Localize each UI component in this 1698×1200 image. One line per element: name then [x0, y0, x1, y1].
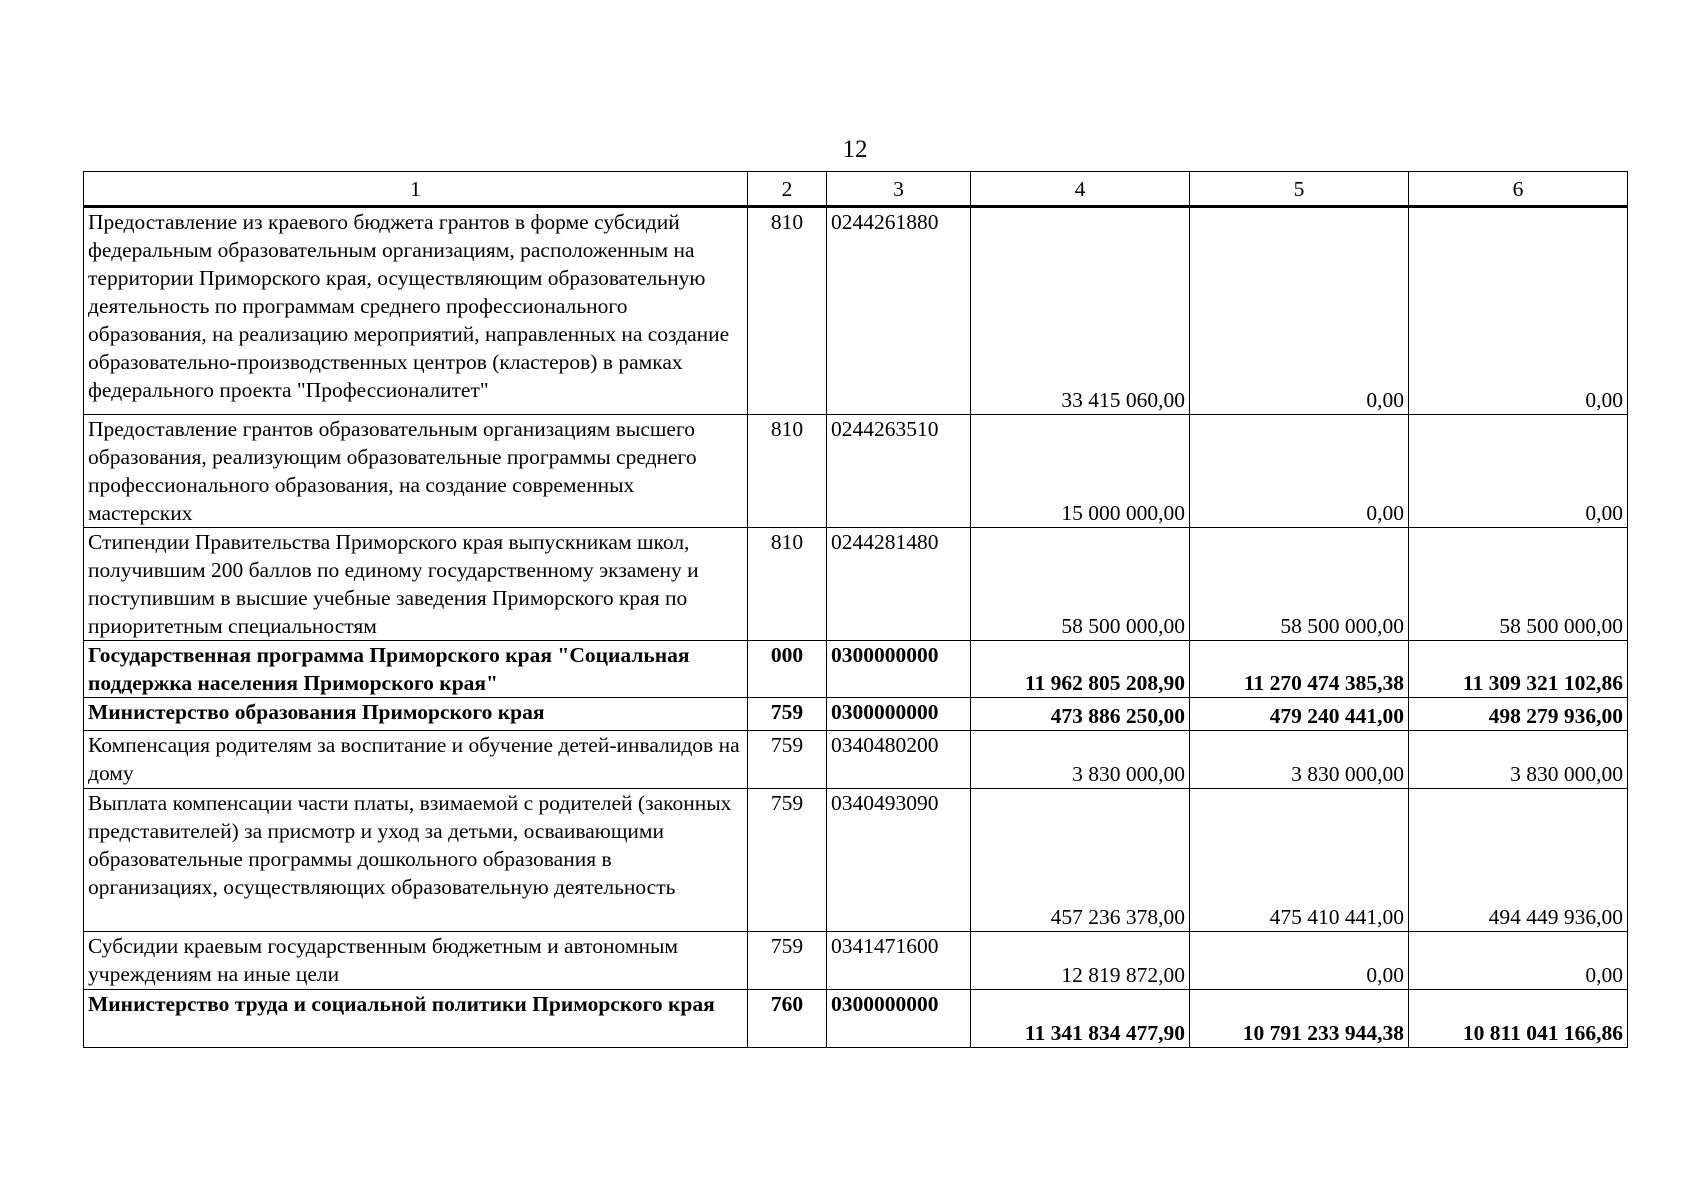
- row-kcsr: 0341471600: [827, 932, 971, 990]
- row-name: Компенсация родителям за воспитание и обучение детей-инвалидов на дому: [84, 731, 748, 789]
- table-row: [84, 528, 1628, 641]
- table-row: [84, 641, 1628, 698]
- row-value-6: 494 449 936,00: [1409, 789, 1628, 932]
- row-code: 810: [748, 528, 827, 641]
- row-value-5: 479 240 441,00: [1190, 698, 1409, 731]
- column-header-4: 4: [971, 172, 1190, 207]
- row-kcsr: 0244261880: [827, 207, 971, 415]
- row-value-5: 0,00: [1190, 207, 1409, 415]
- table-row: [84, 731, 1628, 789]
- page-number: 12: [842, 136, 868, 163]
- row-value-6: 0,00: [1409, 415, 1628, 528]
- row-code: 759: [748, 932, 827, 990]
- row-value-6: 58 500 000,00: [1409, 528, 1628, 641]
- row-code: 810: [748, 415, 827, 528]
- row-kcsr: 0300000000: [827, 641, 971, 698]
- budget-table: [83, 171, 1628, 1048]
- row-kcsr: 0340493090: [827, 789, 971, 932]
- row-value-5: 0,00: [1190, 932, 1409, 990]
- row-name: Стипендии Правительства Приморского края выпускникам школ, получившим 200 баллов по единому государственному экзамену и поступившим в высшие учебные заведения Приморского края по приоритетным специальностям: [84, 528, 748, 641]
- row-name: Субсидии краевым государственным бюджетным и автономным учреждениям на иные цели: [84, 932, 748, 990]
- row-value-6: 10 811 041 166,86: [1409, 990, 1628, 1048]
- row-value-4: 12 819 872,00: [971, 932, 1190, 990]
- row-kcsr: 0244281480: [827, 528, 971, 641]
- column-header-1: 1: [84, 172, 748, 207]
- column-header-3: 3: [827, 172, 971, 207]
- row-value-4: 11 341 834 477,90: [971, 990, 1190, 1048]
- row-value-4: 473 886 250,00: [971, 698, 1190, 731]
- row-value-6: 11 309 321 102,86: [1409, 641, 1628, 698]
- row-value-4: 58 500 000,00: [971, 528, 1190, 641]
- row-value-4: 3 830 000,00: [971, 731, 1190, 789]
- row-name: Министерство образования Приморского края: [84, 698, 748, 731]
- table-row: [84, 932, 1628, 990]
- column-header-2: 2: [748, 172, 827, 207]
- row-value-4: 33 415 060,00: [971, 207, 1190, 415]
- row-value-5: 58 500 000,00: [1190, 528, 1409, 641]
- table-row: [84, 698, 1628, 731]
- row-value-4: 457 236 378,00: [971, 789, 1190, 932]
- row-value-4: 11 962 805 208,90: [971, 641, 1190, 698]
- column-header-5: 5: [1190, 172, 1409, 207]
- row-kcsr: 0300000000: [827, 698, 971, 731]
- table-row: [84, 990, 1628, 1048]
- row-value-6: 498 279 936,00: [1409, 698, 1628, 731]
- row-code: 760: [748, 990, 827, 1048]
- row-kcsr: 0340480200: [827, 731, 971, 789]
- column-header-6: 6: [1409, 172, 1628, 207]
- table-body: [84, 207, 1628, 1048]
- row-value-5: 0,00: [1190, 415, 1409, 528]
- row-value-5: 10 791 233 944,38: [1190, 990, 1409, 1048]
- row-value-6: 0,00: [1409, 207, 1628, 415]
- row-value-5: 475 410 441,00: [1190, 789, 1409, 932]
- row-kcsr: 0244263510: [827, 415, 971, 528]
- row-name: Предоставление грантов образовательным организациям высшего образования, реализующим образовательные программы среднего профессионального образования, на создание современных мастерских: [84, 415, 748, 528]
- row-code: 759: [748, 731, 827, 789]
- row-value-4: 15 000 000,00: [971, 415, 1190, 528]
- table-row: [84, 789, 1628, 932]
- row-name: Выплата компенсации части платы, взимаемой с родителей (законных представителей) за присмотр и уход за детьми, осваивающими образовательные программы дошкольного образования в организациях, осуществляющих образовательную деятельность: [84, 789, 748, 932]
- row-code: 810: [748, 207, 827, 415]
- row-code: 000: [748, 641, 827, 698]
- table-row: [84, 207, 1628, 415]
- row-value-5: 11 270 474 385,38: [1190, 641, 1409, 698]
- row-value-6: 0,00: [1409, 932, 1628, 990]
- table-row: [84, 415, 1628, 528]
- row-code: 759: [748, 698, 827, 731]
- table-header: [84, 172, 1628, 207]
- row-name: Предоставление из краевого бюджета грантов в форме субсидий федеральным образовательным организациям, расположенным на территории Приморского края, осуществляющим образовательную деятельность по программам среднего профессионального образования, на реализацию мероприятий, направленных на создание образовательно-производственных центров (кластеров) в рамках федерального проекта "Профессионалитет": [84, 207, 748, 415]
- header-row: [84, 172, 1628, 207]
- row-value-6: 3 830 000,00: [1409, 731, 1628, 789]
- row-value-5: 3 830 000,00: [1190, 731, 1409, 789]
- row-name: Министерство труда и социальной политики Приморского края: [84, 990, 748, 1048]
- row-kcsr: 0300000000: [827, 990, 971, 1048]
- row-name: Государственная программа Приморского края "Социальная поддержка населения Приморского края": [84, 641, 748, 698]
- row-code: 759: [748, 789, 827, 932]
